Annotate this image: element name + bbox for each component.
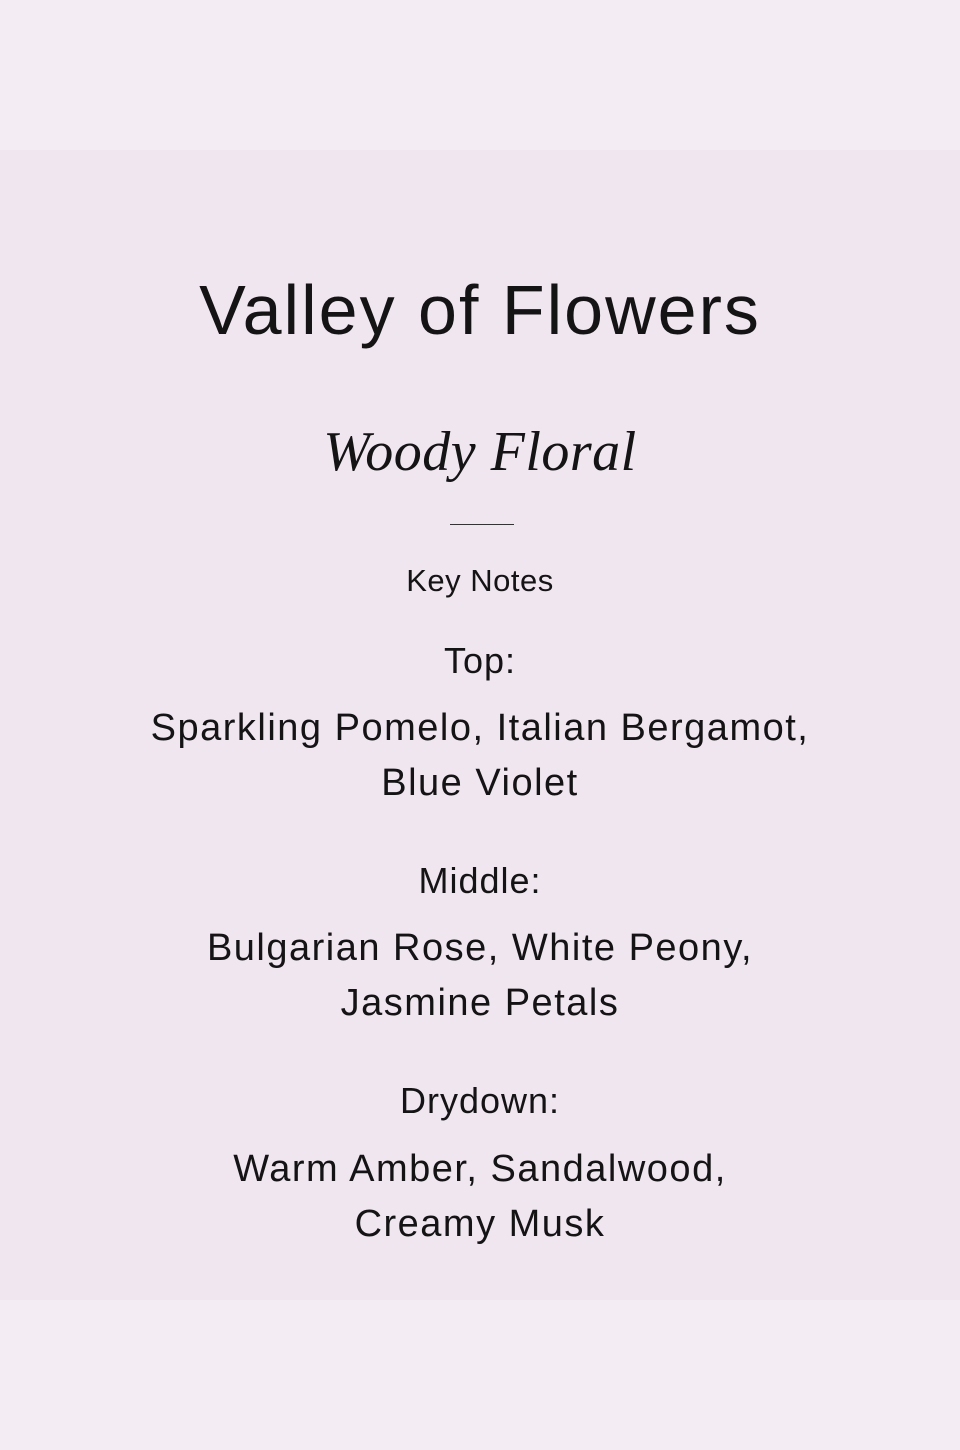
drydown-notes-line-1: Warm Amber, Sandalwood, — [233, 1148, 727, 1190]
drydown-notes-label: Drydown: — [399, 1080, 561, 1121]
middle-notes-line-1: Bulgarian Rose, White Peony, — [206, 927, 754, 969]
product-title: Valley of Flowers — [199, 271, 761, 349]
middle-notes-line-2: Jasmine Petals — [340, 982, 620, 1024]
key-notes-heading: Key Notes — [406, 563, 554, 598]
divider-line — [450, 524, 514, 525]
drydown-notes-line-2: Creamy Musk — [354, 1203, 606, 1245]
top-notes-line-2: Blue Violet — [381, 762, 579, 804]
top-notes-line-1: Sparkling Pomelo, Italian Bergamot, — [150, 707, 810, 749]
middle-notes-label: Middle: — [418, 860, 542, 901]
fragrance-family: Woody Floral — [323, 421, 637, 483]
top-notes-label: Top: — [443, 640, 517, 681]
